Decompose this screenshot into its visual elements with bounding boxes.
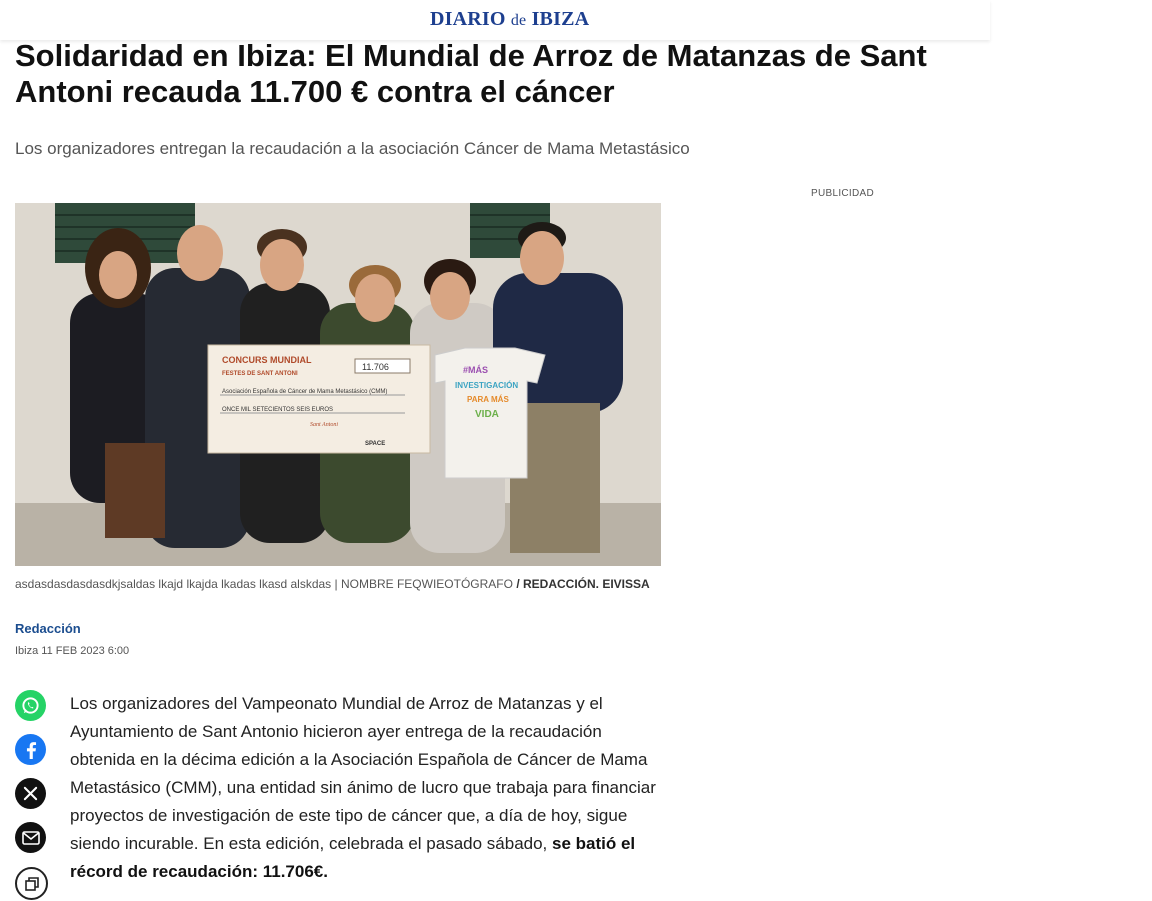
body-highlight: se batió el récord de recaudación: 11.706€. [70,834,636,881]
article-body-paragraph [70,690,665,886]
share-mail-button[interactable] [15,822,46,853]
logo-main: DIARIO [430,8,506,30]
article-dateline: Ibiza 11 FEB 2023 6:00 [15,645,130,657]
shirt-line2: INVESTIGACIÓN [455,381,519,390]
author-link[interactable]: Redacción [15,621,81,636]
caption-credit: / REDACCIÓN. EIVISSA [512,577,650,591]
share-facebook-button[interactable] [15,734,46,765]
photo-caption [15,577,650,591]
share-x-button[interactable] [15,778,46,809]
mail-icon [22,831,40,845]
article-subtitle: Los organizadores entregan la recaudación a la asociación Cáncer de Mama Metastásico [15,139,690,158]
article-headline: Solidaridad en Ibiza: El Mundial de Arroz de Matanzas de Sant Antoni recauda 11.700 € contra el cáncer [15,38,927,109]
photo-illustration [15,203,661,566]
share-whatsapp-button[interactable] [15,690,46,721]
shirt-line3: PARA MÁS [467,395,509,404]
body-text: Los organizadores del Vampeonato Mundial de Arroz de Matanzas y el Ayuntamiento de Sant Antonio hicieron ayer entrega de la recaudación obtenida en la décima edición a la Asociación Española de Cáncer de Mama Metastásico (CMM), una entidad sin ánimo de lucro que trabaja para financiar proyectos de investigación de este tipo de cáncer que, a día de hoy, sigue siendo incurable. En esta edición, celebrada el pasado sábado, [70,694,656,853]
copy-icon [24,876,40,892]
shirt-line4: VIDA [475,409,499,420]
whatsapp-icon [21,696,40,715]
logo-de: de [510,12,527,29]
cheque-title: CONCURS MUNDIAL [222,355,312,365]
caption-text: asdasdasdasdasdkjsaldas lkajd lkajda lkadas lkasd alskdas | NOMBRE FEQWIEOTÓGRAFO [15,577,513,591]
cheque-sponsor: SPACE [365,441,386,447]
cheque-amount: 11.706 [362,362,389,372]
site-logo[interactable] [430,8,589,31]
cheque-sign: Sant Antoni [310,422,339,428]
site-header [0,0,990,40]
copy-link-button[interactable] [15,867,48,900]
x-icon [23,786,38,801]
cheque-payee: Asociación Española de Cáncer de Mama Metastásico (CMM) [222,389,388,395]
article-photo[interactable] [15,203,661,566]
facebook-icon [24,741,38,759]
shirt-line1: #MÁS [463,365,489,375]
ad-label: PUBLICIDAD [811,188,875,199]
cheque-words: ONCE MIL SETECIENTOS SEIS EUROS [222,407,334,413]
logo-city: IBIZA [531,8,590,30]
cheque-subtitle: FESTES DE SANT ANTONI [222,371,298,377]
